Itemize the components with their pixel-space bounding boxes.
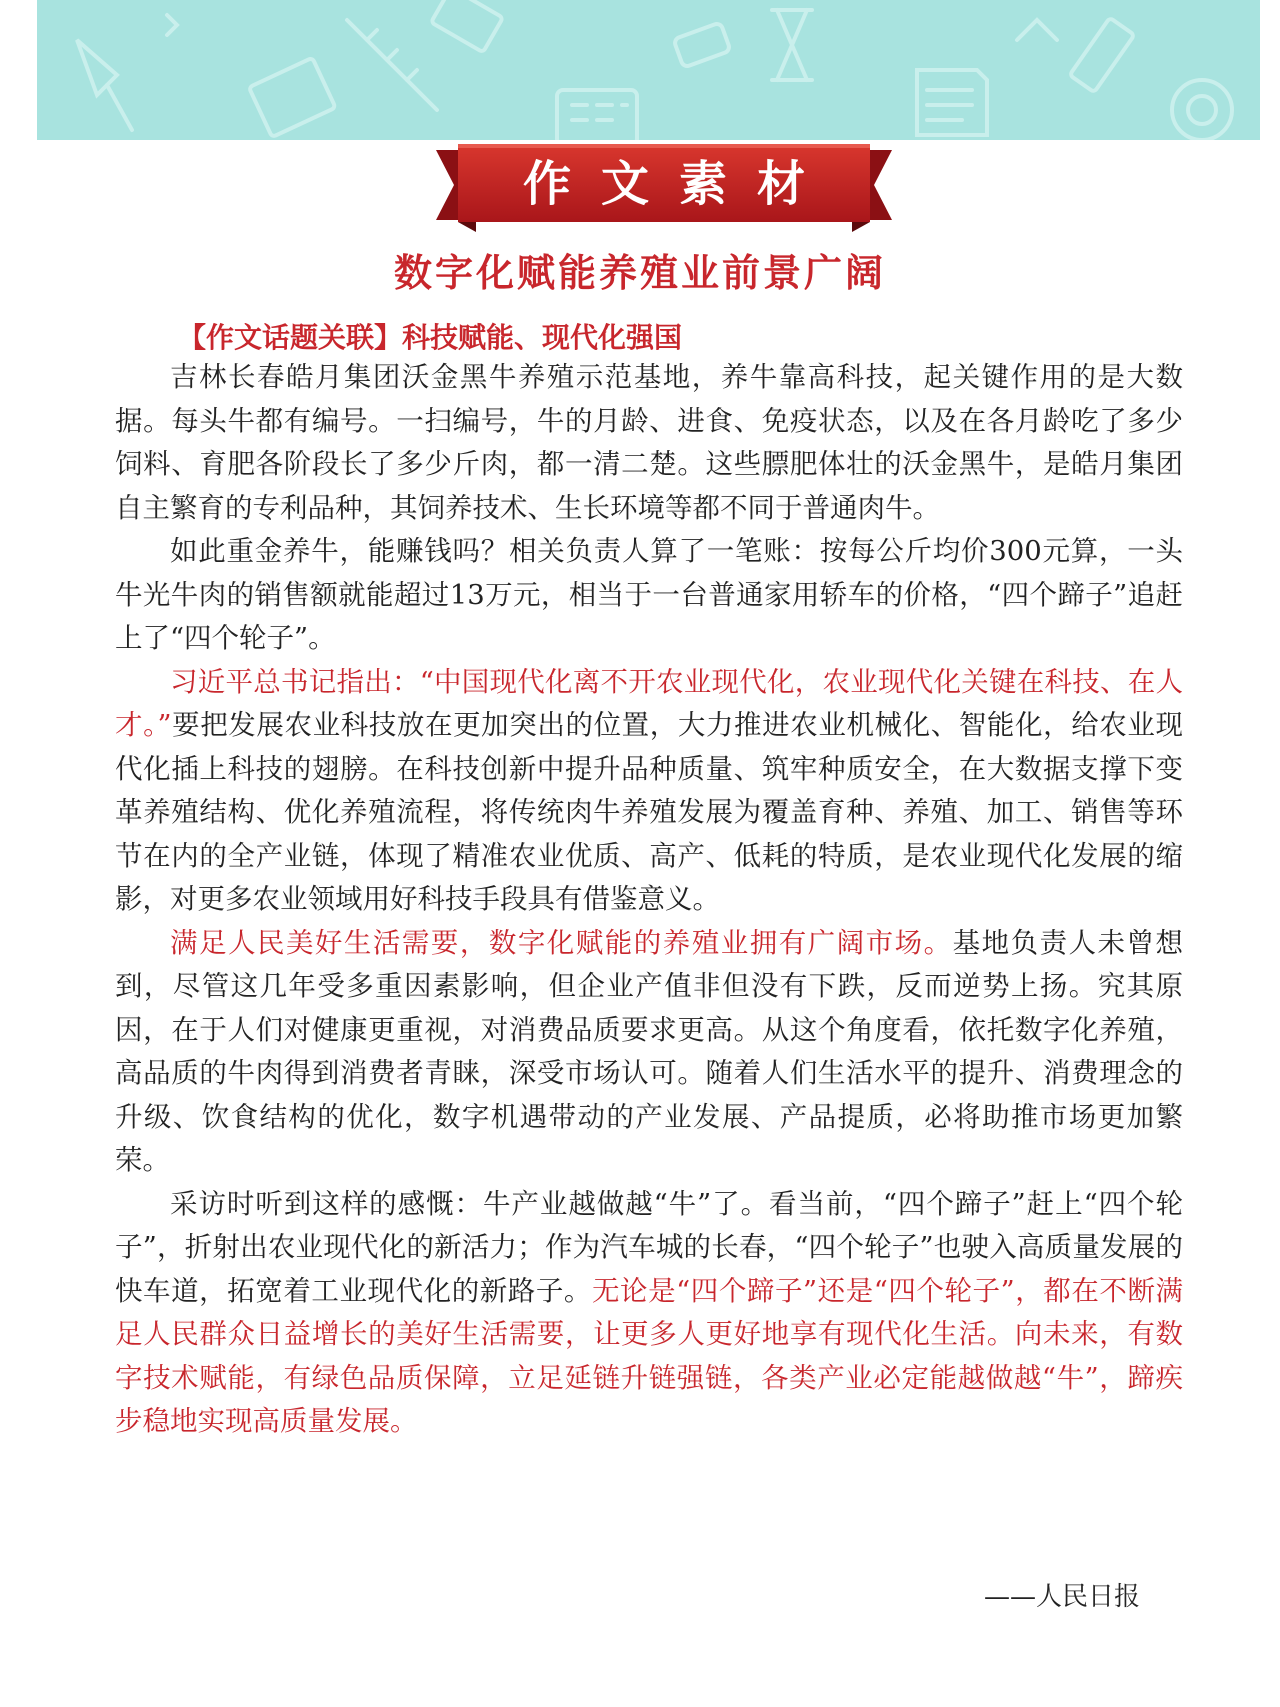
article-body: [115, 356, 1183, 1444]
header-decorative-band: [37, 0, 1260, 140]
ruler-icon: [347, 20, 437, 110]
topic-tag: 【作文话题关联】: [178, 321, 403, 354]
paragraph-3: [115, 661, 1183, 922]
stationery-pattern: [37, 0, 1260, 140]
eraser-icon: [673, 22, 730, 67]
paragraph-red-tail: 无论是“四个蹄子”还是“四个轮子”，都在不断满足人民群众日益增长的美好生活需要，让更多人更好地享有现代化生活。向未来，有数字技术赋能，有绿色品质保障，立足延链升链强链，各类产业必定能越做越“牛”，蹄疾步稳地实现高质量发展。: [115, 1274, 1184, 1437]
paragraph-4: [115, 922, 1183, 1183]
section-banner: [436, 140, 892, 240]
paragraph-body: 采访时听到这样的感慨：牛产业越做越“牛”了。看当前，“四个蹄子”赶上“四个轮子”，折射出农业现代化的新活力；作为汽车城的长春，“四个轮子”也驶入高质量发展的快车道，拓宽着工业现代化的新路子。: [115, 1187, 1183, 1307]
article-headline: 数字化赋能养殖业前景广阔: [393, 251, 886, 295]
paper-icon: [917, 70, 987, 135]
paragraph-red-lead: 习近平总书记指出：“中国现代化离不开农业现代化，农业现代化关键在科技、在人才。”: [115, 665, 1183, 741]
topic-text: 科技赋能、现代化强国: [402, 321, 683, 354]
source-attribution: ——人民日报: [983, 1582, 1140, 1612]
lamp-icon: [77, 40, 132, 130]
pencil-icon: [431, 0, 503, 52]
paragraph-body: 要把发展农业科技放在更加突出的位置，大力推进农业机械化、智能化，给农业现代化插上科技的翅膀。在科技创新中提升品种质量、筑牢种质安全，在大数据支撑下变革养殖结构、优化养殖流程，将传统肉牛养殖发展为覆盖育种、养殖、加工、销售等环节在内的全产业链，体现了精准农业优质、高产、低耗的特质，是农业现代化发展的缩影，对更多农业领域用好科技手段具有借鉴意义。: [115, 709, 1184, 915]
topic-line: [178, 316, 682, 356]
paragraph-2: [115, 530, 1183, 661]
paragraph-1: [115, 356, 1183, 530]
paragraph-5: [115, 1183, 1183, 1444]
usb-icon: [1070, 18, 1135, 93]
paragraph-body: 如此重金养牛，能赚钱吗？相关负责人算了一笔账：按每公斤均价300元算，一头牛光牛肉的销售额就能超过13万元，相当于一台普通家用轿车的价格，“四个蹄子”追赶上了“四个轮子”。: [115, 535, 1183, 654]
paragraph-red-lead: 满足人民美好生活需要，数字化赋能的养殖业拥有广阔市场。: [170, 926, 953, 959]
camera-icon: [1172, 80, 1232, 140]
hourglass-icon: [772, 10, 812, 80]
paragraph-body: 基地负责人未曾想到，尽管这几年受多重因素影响，但企业产值非但没有下跌，反而逆势上扬。究其原因，在于人们对健康更重视，对消费品质要求更高。从这个角度看，依托数字化养殖，高品质的牛肉得到消费者青睐，深受市场认可。随着人们生活水平的提升、消费理念的升级、饮食结构的优化，数字机遇带动的产业发展、产品提质，必将助推市场更加繁荣。: [115, 926, 1184, 1176]
book-icon: [249, 58, 336, 137]
paragraph-body: 吉林长春皓月集团沃金黑牛养殖示范基地，养牛靠高科技，起关键作用的是大数据。每头牛都有编号。一扫编号，牛的月龄、进食、免疫状态，以及在各月龄吃了多少饲料、育肥各阶段长了多少斤肉，都一清二楚。这些膘肥体壮的沃金黑牛，是皓月集团自主繁育的专利品种，其饲养技术、生长环境等都不同于普通肉牛。: [115, 361, 1183, 524]
banner-title: 作文素材: [522, 156, 835, 212]
calculator-icon: [557, 90, 637, 140]
